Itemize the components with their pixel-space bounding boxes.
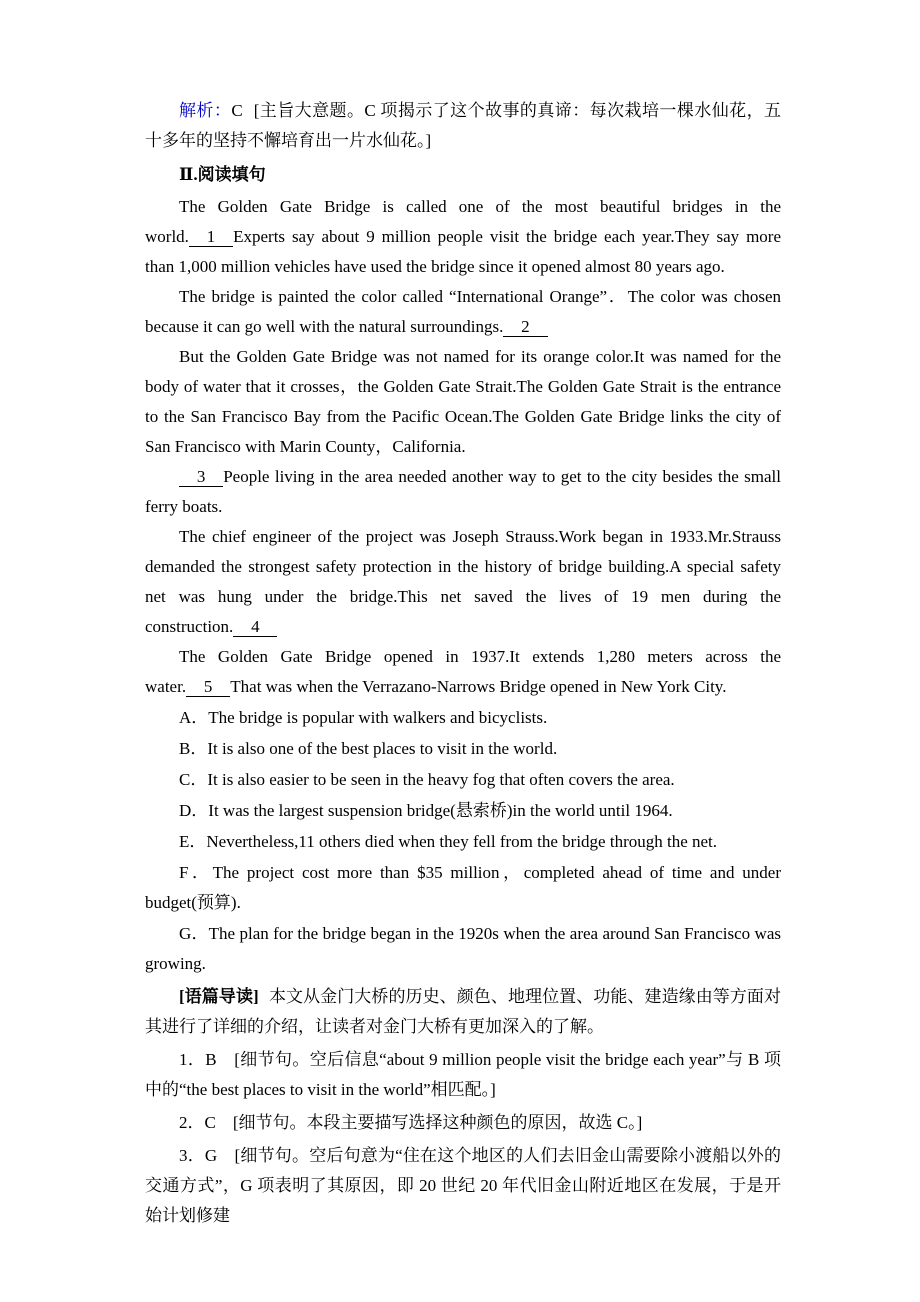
option-item-b: B．It is also one of the best places to visit in the world. — [179, 739, 558, 758]
option-item-f: F．The project cost more than $35 million，completed ahead of time and under budget(预算). — [145, 863, 781, 912]
passage-paragraph-3 — [145, 342, 781, 462]
option-item-e: E．Nevertheless,11 others died when they fell from the bridge through the net. — [179, 832, 718, 851]
blank-3: 3 — [179, 467, 223, 487]
summary-text: 本文从金门大桥的历史、颜色、地理位置、功能、建造缘由等方面对其进行了详细的介绍，让读者对金门大桥有更加深入的了解。 — [145, 987, 782, 1036]
option-item-c: C．It is also easier to be seen in the heavy fog that often covers the area. — [179, 770, 675, 789]
passage-paragraph-5 — [145, 522, 781, 642]
passage-text: The Golden Gate Bridge opened in 1937.It extends 1,280 meters across the water. — [145, 647, 781, 696]
passage-text: That was when the Verrazano-Narrows Bridge opened in New York City. — [230, 677, 727, 696]
option-item-d: D．It was the largest suspension bridge(悬索桥)in the world until 1964. — [179, 801, 673, 820]
passage-text: But the Golden Gate Bridge was not named for its orange color.It was named for the body of water that it crosses，the Golden Gate Strait.The Golden Gate Strait is the entrance to the San Francisco Bay from the Pacific Ocean.The Golden Gate Bridge links the city of San Francisco with Marin County，California. — [145, 347, 781, 456]
blank-2: 2 — [503, 317, 547, 337]
answer-item-2: 2．C [细节句。本段主要描写选择这种颜色的原因，故选 C。] — [179, 1113, 643, 1132]
section-heading: Ⅱ.阅读填句 — [179, 165, 266, 184]
passage-paragraph-1 — [145, 192, 781, 282]
summary-label: [语篇导读] — [179, 987, 259, 1006]
passage-text: The chief engineer of the project was Joseph Strauss.Work began in 1933.Mr.Strauss demanded the strongest safety protection in the history of bridge building.A special safety net was hung under the bridge.This net saved the lives of 19 men during the construction. — [145, 527, 781, 636]
analysis-line — [145, 96, 781, 156]
blank-4: 4 — [233, 617, 277, 637]
analysis-label: 解析： — [179, 101, 232, 120]
analysis-note: [主旨大意题。C 项揭示了这个故事的真谛：每次栽培一棵水仙花，五十多年的坚持不懈培育出一片水仙花。] — [145, 101, 782, 150]
blank-1: 1 — [189, 227, 233, 247]
option-item-a: A．The bridge is popular with walkers and bicyclists. — [179, 708, 548, 727]
passage-paragraph-4 — [145, 462, 781, 522]
option-item-g: G．The plan for the bridge began in the 1920s when the area around San Francisco was growing. — [145, 924, 781, 973]
analysis-answer: C — [231, 101, 243, 120]
passage-text: Experts say about 9 million people visit the bridge each year.They say more than 1,000 million vehicles have used the bridge since it opened almost 80 years ago. — [145, 227, 781, 276]
answer-item-1: 1．B [细节句。空后信息“about 9 million people visit the bridge each year”与 B 项中的“the best places to visit in the world”相匹配。] — [145, 1050, 781, 1099]
passage-paragraph-2 — [145, 282, 781, 342]
passage-text: The Golden Gate Bridge is called one of the most beautiful bridges in the world. — [145, 197, 781, 246]
passage-text: The bridge is painted the color called “International Orange”．The color was chosen because it can go well with the natural surroundings. — [145, 287, 781, 336]
answer-item-3: 3．G [细节句。空后句意为“住在这个地区的人们去旧金山需要除小渡船以外的交通方式”，G 项表明了其原因，即 20 世纪 20 年代旧金山附近地区在发展，于是开始计划修建 — [145, 1146, 781, 1225]
blank-5: 5 — [186, 677, 230, 697]
passage-text: People living in the area needed another way to get to the city besides the small ferry boats. — [145, 467, 781, 516]
passage-summary — [145, 982, 781, 1042]
passage-paragraph-6 — [145, 642, 781, 702]
